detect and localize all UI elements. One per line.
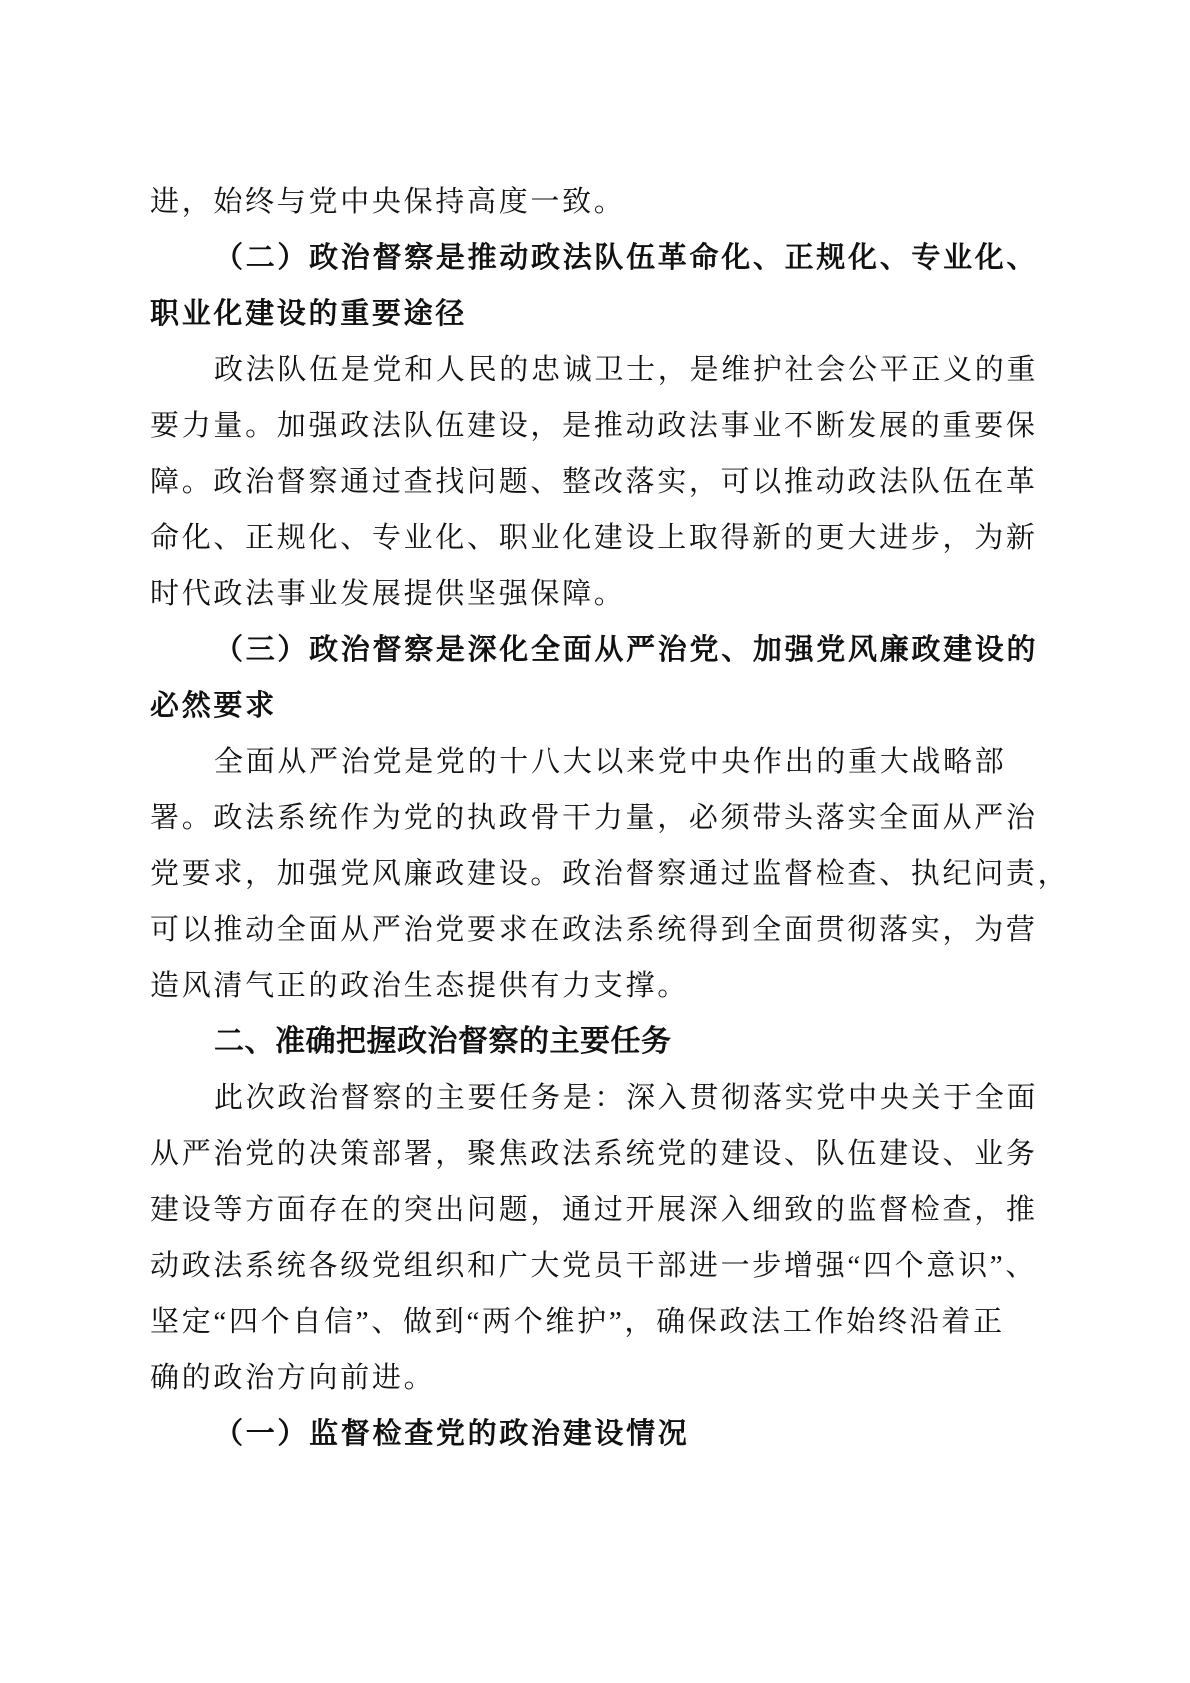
body-text-line: 从严治党的决策部署，聚焦政法系统党的建设、队伍建设、业务: [150, 1138, 1038, 1170]
body-text-line: 确的政治方向前进。: [150, 1362, 436, 1394]
body-paragraph: [150, 342, 1070, 622]
document-text-block: [150, 174, 1070, 1462]
body-text-line: 政法队伍是党和人民的忠诚卫士，是维护社会公平正义的重: [214, 354, 1039, 386]
body-text-line: 时代政法事业发展提供坚强保障。: [150, 578, 626, 610]
subheading-3: [150, 622, 1070, 734]
section-heading-2: [150, 1014, 1070, 1070]
body-text-line: 可以推动全面从严治党要求在政法系统得到全面贯彻落实，为营: [150, 914, 1038, 946]
body-paragraph: [150, 1070, 1070, 1406]
body-paragraph: [150, 734, 1070, 1014]
body-text-line: 动政法系统各级党组织和广大党员干部进一步增强“四个意识”、: [150, 1250, 1038, 1282]
body-text-line: 要力量。加强政法队伍建设，是推动政法事业不断发展的重要保: [150, 410, 1038, 442]
body-text-line: 党要求，加强党风廉政建设。政治督察通过监督检查、执纪问责，: [150, 858, 1070, 890]
body-text-line: 障。政治督察通过查找问题、整改落实，可以推动政法队伍在革: [150, 466, 1038, 498]
subheading-text-line: （一）监督检查党的政治建设情况: [214, 1418, 690, 1450]
body-text-line: 此次政治督察的主要任务是：深入贯彻落实党中央关于全面: [214, 1082, 1039, 1114]
section-heading-text-line: 二、准确把握政治督察的主要任务: [214, 1025, 672, 1058]
subheading-text-line: （三）政治督察是深化全面从严治党、加强党风廉政建设的: [214, 634, 1039, 666]
body-text-line: 建设等方面存在的突出问题，通过开展深入细致的监督检查，推: [150, 1194, 1038, 1226]
subheading-text-line: 必然要求: [150, 690, 277, 722]
body-text-line: 造风清气正的政治生态提供有力支撑。: [150, 970, 689, 1002]
paragraph-continuation: [150, 174, 1070, 230]
body-text-line: 坚定“四个自信”、做到“两个维护”，确保政法工作始终沿着正: [150, 1306, 1005, 1338]
subheading-text-line: （二）政治督察是推动政法队伍革命化、正规化、专业化、: [214, 242, 1039, 274]
subheading-text-line: 职业化建设的重要途径: [150, 298, 468, 330]
body-text-line: 署。政法系统作为党的执政骨干力量，必须带头落实全面从严治: [150, 802, 1038, 834]
body-text-line: 进，始终与党中央保持高度一致。: [150, 186, 626, 218]
subheading-2: [150, 230, 1070, 342]
body-text-line: 命化、正规化、专业化、职业化建设上取得新的更大进步，为新: [150, 522, 1038, 554]
subheading-1: [150, 1406, 1070, 1462]
body-text-line: 全面从严治党是党的十八大以来党中央作出的重大战略部: [214, 746, 1007, 778]
